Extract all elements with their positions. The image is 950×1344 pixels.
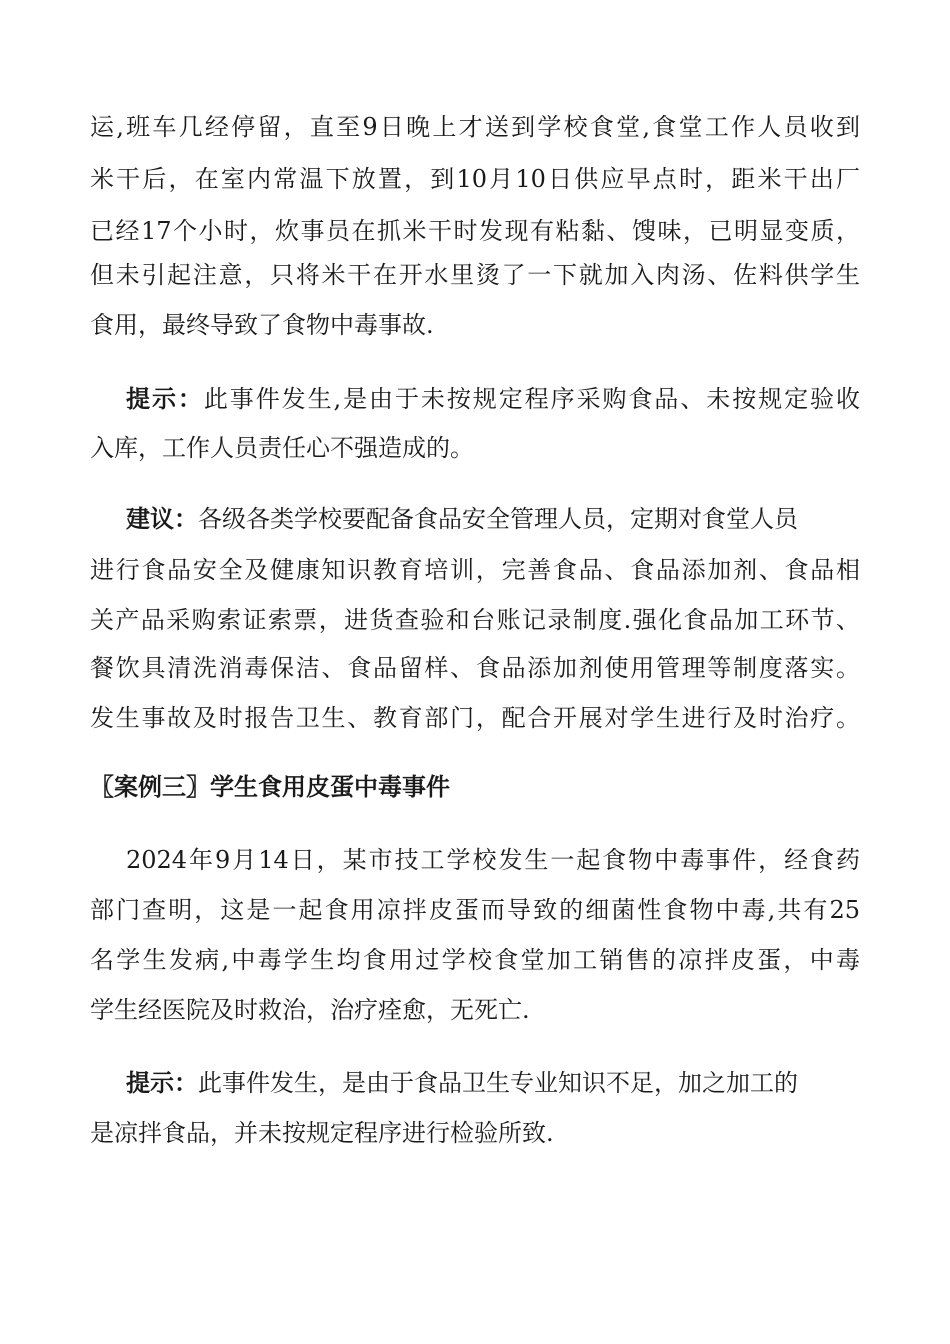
case2-body-line-1: 运,班车几经停留，直至9日晚上才送到学校食堂,食堂工作人员收到 bbox=[90, 113, 860, 141]
case3-body-line-3: 名学生发病,中毒学生均食用过学校食堂加工销售的凉拌皮蛋，中毒 bbox=[90, 946, 860, 974]
case3-hint-line-1 bbox=[126, 1063, 860, 1103]
case2-advice-line-3: 关产品采购索证索票，进货查验和台账记录制度.强化食品加工环节、 bbox=[90, 606, 860, 634]
case2-advice-line-1 bbox=[126, 499, 860, 539]
case3-body-line-4: 学生经医院及时救治，治疗痊愈，无死亡. bbox=[90, 996, 530, 1024]
case2-advice-line-2: 进行食品安全及健康知识教育培训，完善食品、食品添加剂、食品相 bbox=[90, 556, 860, 584]
case2-body-line-4: 但未引起注意，只将米干在开水里烫了一下就加入肉汤、佐料供学生 bbox=[90, 261, 860, 289]
case3-hint-label: 提示： bbox=[126, 1069, 198, 1097]
case2-advice-label: 建议： bbox=[126, 505, 198, 533]
case3-title: 〖案例三〗学生食用皮蛋中毒事件 bbox=[90, 773, 450, 801]
case3-hint-line-2: 是凉拌食品，并未按规定程序进行检验所致. bbox=[90, 1119, 554, 1147]
case2-advice-text: 各级各类学校要配备食品安全管理人员，定期对食堂人员 bbox=[198, 505, 798, 533]
case2-advice-line-4: 餐饮具清洗消毒保洁、食品留样、食品添加剂使用管理等制度落实。 bbox=[90, 654, 860, 682]
case2-body-line-5: 食用，最终导致了食物中毒事故. bbox=[90, 311, 434, 339]
case2-body-line-3: 已经17个小时，炊事员在抓米干时发现有粘黏、馊味，已明显变质， bbox=[90, 217, 860, 245]
case2-hint-line-1 bbox=[126, 379, 860, 419]
case2-hint-text: 此事件发生,是由于未按规定程序采购食品、未按规定验收 bbox=[203, 385, 860, 413]
case2-hint-label: 提示： bbox=[126, 385, 204, 413]
case3-hint-text: 此事件发生，是由于食品卫生专业知识不足，加之加工的 bbox=[198, 1069, 798, 1097]
case2-advice-line-5: 发生事故及时报告卫生、教育部门，配合开展对学生进行及时治疗。 bbox=[90, 704, 860, 732]
case2-body-line-2: 米干后，在室内常温下放置，到10月10日供应早点时，距米干出厂 bbox=[90, 165, 860, 193]
case2-hint-line-2: 入库，工作人员责任心不强造成的。 bbox=[90, 434, 474, 462]
case3-body-line-2: 部门查明，这是一起食用凉拌皮蛋而导致的细菌性食物中毒,共有25 bbox=[90, 896, 860, 924]
case3-body-line-1: 2024年9月14日，某市技工学校发生一起食物中毒事件，经食药 bbox=[126, 846, 860, 874]
